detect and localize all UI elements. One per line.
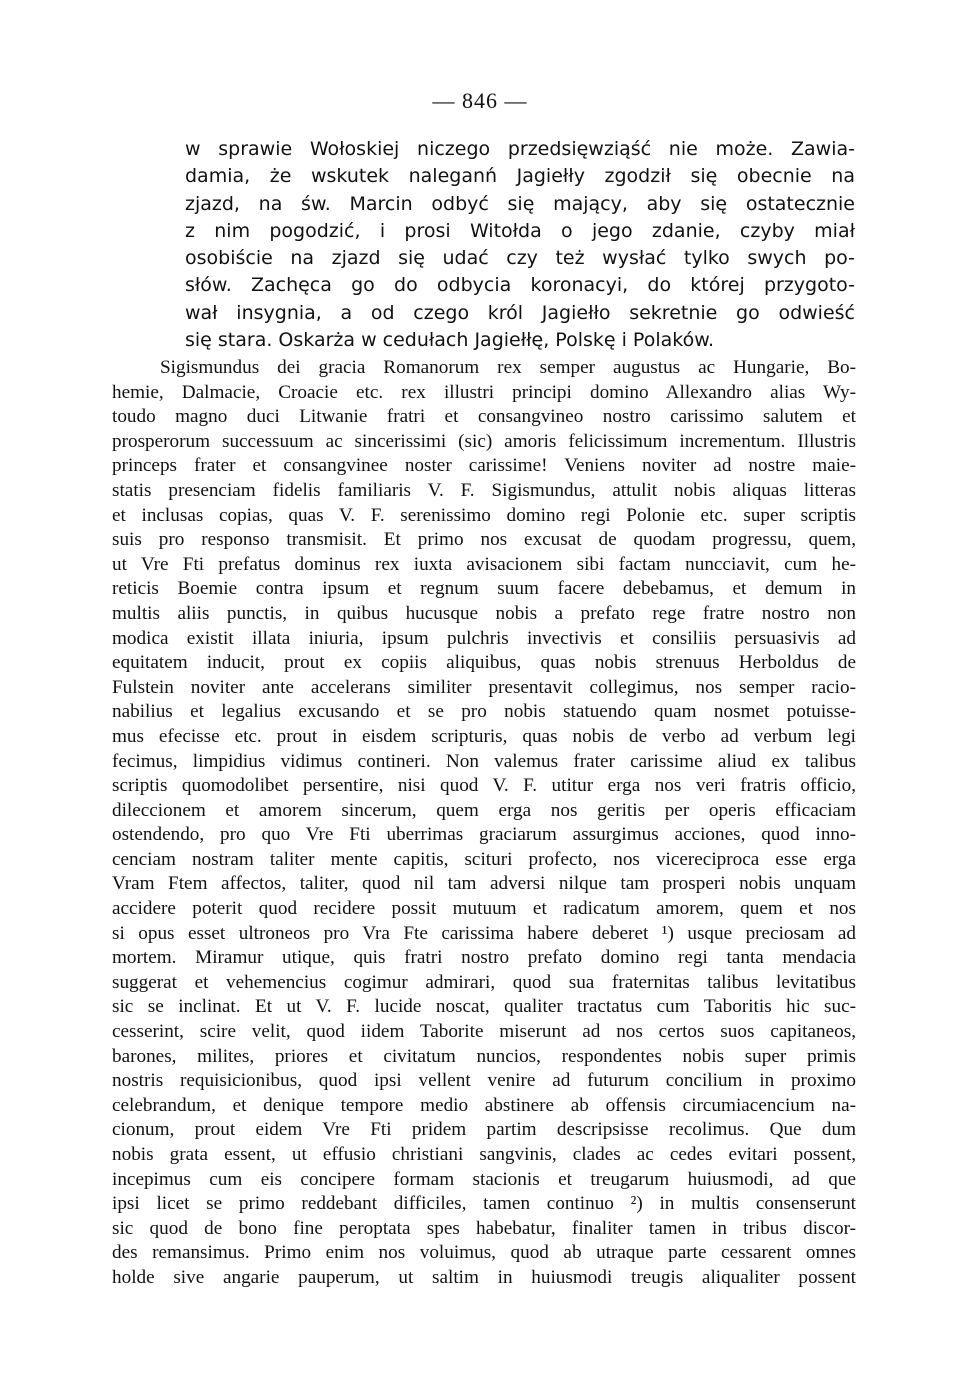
summary-paragraph [185,136,855,354]
body-line: toudo magno duci Litwanie fratri et consangvineo nostro carissimo salutem et [112,406,856,428]
latin-letter-text [112,356,856,1291]
body-line: prosperorum successuum ac sincerissimi (sic) amoris felicissimum incrementum. Illustris [112,430,856,452]
body-line: cionum, prout eidem Vre Fti pridem partim descripsisse recolimus. Que dum [112,1119,856,1141]
body-line: suis pro responso transmisit. Et primo nos excusat de quodam progressu, quem, [112,529,856,551]
body-line: sic quod de bono fine peroptata spes habebatur, finaliter tamen in tribus discor- [112,1217,856,1239]
body-line: barones, milites, priores et civitatum nuncios, respondentes nobis super primis [112,1045,856,1067]
body-line: incepimus cum eis concipere formam stacionis et treugarum huiusmodi, ad que [112,1168,856,1190]
body-line: scriptis quomodolibet persentire, nisi quod V. F. utitur erga nos veri fratris officio, [112,775,856,797]
body-line: ipsi licet se primo reddebant difficiles, tamen continuo ²) in multis consenserunt [112,1193,856,1215]
summary-line: się stara. Oskarża w cedułach Jagiełłę, Polskę i Polaków. [185,329,715,352]
body-line: cesserint, scire velit, quod iidem Taborite miserunt ad nos certos suos capitaneos, [112,1021,856,1043]
body-line: ut Vre Fti prefatus dominus rex iuxta avisacionem sibi factam nuncciavit, cum he- [112,553,856,575]
body-line: sic se inclinat. Et ut V. F. lucide noscat, qualiter tractatus cum Taboritis hic suc- [112,996,856,1018]
body-line: reticis Boemie contra ipsum et regnum suum facere debebamus, et demum in [112,578,856,600]
body-line: Sigismundus dei gracia Romanorum rex semper augustus ac Hungarie, Bo- [160,357,856,378]
summary-line: w sprawie Wołoskiej niczego przedsięwziąść nie może. Zawia- [185,138,855,160]
body-line: Vram Ftem affectos, taliter, quod nil tam adversi nilque tam prosperi nobis unquam [112,873,856,895]
body-line: et inclusas copias, quas V. F. serenissimo domino regi Polonie etc. super scriptis [112,504,856,526]
body-line: cenciam nostram taliter mente capitis, scituri profecto, nos vicereciproca esse erga [112,848,856,870]
body-line: mus efecisse etc. prout in eisdem scripturis, quas nobis de verbo ad verbum legi [112,725,856,747]
body-line: hemie, Dalmacie, Croacie etc. rex illustri principi domino Allexandro alias Wy- [112,381,856,403]
summary-line: wał insygnia, a od czego król Jagiełło sekretnie go odwieść [185,301,855,324]
body-line: nabilius et legalius excusando et se pro nobis statuendo quam nosmet potuisse- [112,701,856,723]
body-line: Fulstein noviter ante accelerans similiter presentavit collegimus, nos semper racio- [112,676,856,698]
summary-line: słów. Zachęca go do odbycia koronacyi, do której przygoto- [185,274,855,297]
body-line: dileccionem et amorem sincerum, quem erga nos geritis per operis efficaciam [112,799,856,821]
body-line: celebrandum, et denique tempore medio abstinere ab offensis circumiacencium na- [112,1094,856,1116]
body-line: nobis grata essent, ut effusio christiani sangvinis, clades ac cedes evitari possent, [112,1144,856,1165]
body-line: accidere poterit quod recidere possit mutuum et radicatum amorem, quem et nos [112,898,856,920]
body-line: holde sive angarie pauperum, ut saltim in huiusmodi treugis aliqualiter possent [112,1266,856,1288]
body-line: modica existit illata iniuria, ipsum pulchris invectivis et consiliis persuasivis ad [112,627,856,649]
body-line: ostendendo, pro quo Vre Fti uberrimas graciarum assurgimus acciones, quod inno- [112,824,856,846]
body-line: princeps frater et consangvinee noster carissime! Veniens noviter ad nostre maie- [112,455,856,477]
summary-line: osobiście na zjazd się udać czy też wysłać tylko swych po- [185,247,855,270]
body-line: si opus esset ultroneos pro Vra Fte carissima habere deberet ¹) usque preciosam ad [112,922,856,944]
body-line: mortem. Miramur utique, quis fratri nostro prefato domino regi tanta mendacia [112,947,856,969]
body-line: nostris requisicionibus, quod ipsi vellent venire ad futurum concilium in proximo [112,1070,856,1092]
body-line: fecimus, limpidius vidimus contineri. Non valemus frater carissime aliud ex talibus [112,750,856,772]
body-line: suggerat et vehemencius cogimur admirari, quod sua fraternitas talibus levitatibus [112,971,856,993]
body-line: equitatem inducit, prout ex copiis aliquibus, quas nobis strenuus Herboldus de [112,652,856,674]
summary-line: z nim pogodzić, i prosi Witołda o jego zdanie, czyby miał [185,219,855,242]
body-line: des remansimus. Primo enim nos voluimus, quod ab utraque parte cessarent omnes [112,1242,856,1264]
page-number: — 846 — [432,88,528,113]
summary-line: zjazd, na św. Marcin odbyć się mający, aby się ostatecznie [185,192,855,215]
summary-line: damia, że wskutek naleganń Jagiełły zgodził się obecnie na [185,165,855,188]
body-line: statis presenciam fidelis familiaris V. F. Sigismundus, attulit nobis aliquas litteras [112,479,856,501]
body-line: multis aliis punctis, in quibus hucusque nobis a prefato rege fratre nostro non [112,602,856,624]
